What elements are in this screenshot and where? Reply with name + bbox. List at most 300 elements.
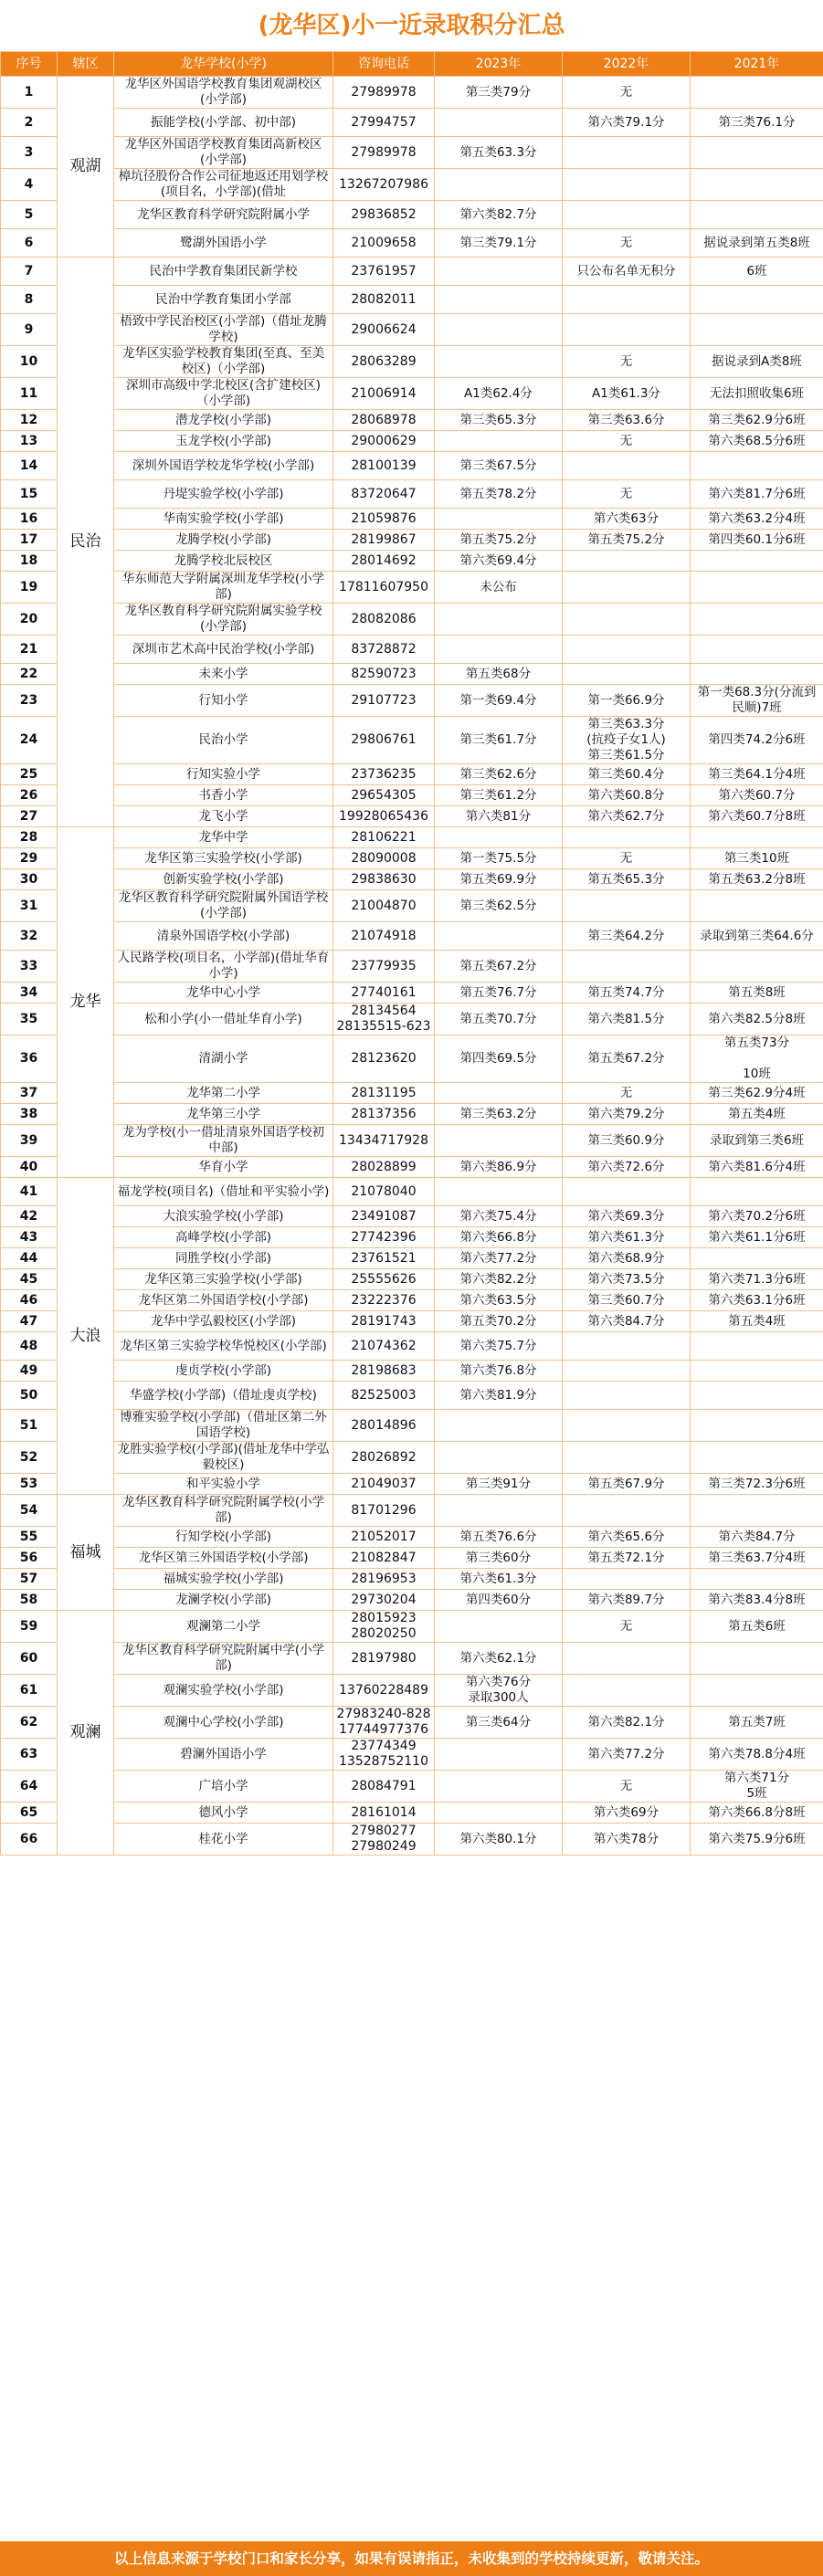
row-number: 23 (1, 685, 58, 717)
phone-number: 29006624 (333, 314, 435, 346)
phone-number: 21052017 (333, 1527, 435, 1548)
row-number: 38 (1, 1104, 58, 1125)
row-number: 7 (1, 258, 58, 286)
score-2023 (435, 604, 563, 636)
school-name: 博雅实验学校(小学部)（借址区第二外国语学校) (114, 1410, 333, 1442)
phone-number: 82525003 (333, 1382, 435, 1410)
score-2023: 第五类76.6分 (435, 1527, 563, 1548)
score-2022 (563, 1569, 691, 1590)
score-2021 (691, 1332, 823, 1361)
score-2023: 第三类63.2分 (435, 1104, 563, 1125)
header-phone: 咨询电话 (333, 52, 435, 77)
phone-number: 21074362 (333, 1332, 435, 1361)
row-number: 57 (1, 1569, 58, 1590)
score-2023 (435, 1125, 563, 1157)
score-2022 (563, 1382, 691, 1410)
score-2023: 第五类67.2分 (435, 951, 563, 983)
table-row (1, 1739, 823, 1771)
row-number: 49 (1, 1361, 58, 1382)
school-name: 龙华区教育科学研究院附属中学(小学部) (114, 1643, 333, 1675)
phone-number: 23779935 (333, 951, 435, 983)
score-2022 (563, 169, 691, 201)
table-row (1, 1157, 823, 1178)
school-name: 华东师范大学附属深圳龙华学校(小学部) (114, 572, 333, 604)
school-name: 龙华中学 (114, 827, 333, 848)
score-2021: 第六类71分 5班 (691, 1771, 823, 1803)
table-row (1, 1803, 823, 1824)
score-2023: 第五类75.2分 (435, 530, 563, 551)
row-number: 12 (1, 410, 58, 431)
table-row (1, 410, 823, 431)
score-2023 (435, 1178, 563, 1206)
district-cell: 福城 (58, 1495, 114, 1611)
footer-note: 以上信息来源于学校门口和家长分享，如果有误请指正，未收集到的学校持续更新，敬请关注。 (0, 2541, 823, 2576)
phone-number: 28063289 (333, 346, 435, 378)
score-2022: 第三类60.9分 (563, 1125, 691, 1157)
score-2023: 第三类65.3分 (435, 410, 563, 431)
table-row (1, 1004, 823, 1036)
school-name: 潜龙学校(小学部) (114, 410, 333, 431)
table-row (1, 509, 823, 530)
score-2021: 第六类78.8分4班 (691, 1739, 823, 1771)
phone-number: 21074918 (333, 922, 435, 951)
score-2021: 录取到第三类64.6分 (691, 922, 823, 951)
score-2023: 第六类66.8分 (435, 1227, 563, 1248)
table-row (1, 764, 823, 785)
row-number: 65 (1, 1803, 58, 1824)
table-row (1, 604, 823, 636)
row-number: 14 (1, 452, 58, 480)
school-name: 高峰学校(小学部) (114, 1227, 333, 1248)
score-2022: 第五类74.7分 (563, 983, 691, 1004)
school-name: 德风小学 (114, 1803, 333, 1824)
score-2021: 第三类76.1分 (691, 109, 823, 137)
score-2021 (691, 314, 823, 346)
score-2023: 第六类77.2分 (435, 1248, 563, 1269)
table-row (1, 1361, 823, 1382)
score-2023: 第六类76分 录取300人 (435, 1675, 563, 1707)
score-2023: 第五类63.3分 (435, 137, 563, 169)
phone-number: 28137356 (333, 1104, 435, 1125)
score-2022: A1类61.3分 (563, 378, 691, 410)
table-row (1, 109, 823, 137)
table-row (1, 431, 823, 452)
row-number: 64 (1, 1771, 58, 1803)
school-name: 松和小学(小一借址华育小学) (114, 1004, 333, 1036)
table-row (1, 1675, 823, 1707)
score-2023: 第五类78.2分 (435, 480, 563, 509)
score-2021: 第六类66.8分8班 (691, 1803, 823, 1824)
score-2021: 录取到第三类6班 (691, 1125, 823, 1157)
score-2023: 第五类69.9分 (435, 869, 563, 890)
school-name: 梧致中学民治校区(小学部)（借址龙腾学校) (114, 314, 333, 346)
row-number: 33 (1, 951, 58, 983)
score-2021: 第六类71.3分6班 (691, 1269, 823, 1290)
row-number: 27 (1, 806, 58, 827)
table-body (1, 77, 823, 1856)
school-name: 福龙学校(项目名)（借址和平实验小学) (114, 1178, 333, 1206)
phone-number: 28082086 (333, 604, 435, 636)
table-row (1, 201, 823, 229)
score-2021: 第六类81.7分6班 (691, 480, 823, 509)
phone-number: 29654305 (333, 785, 435, 806)
score-2022: 无 (563, 1083, 691, 1104)
table-row (1, 1548, 823, 1569)
school-name: 鹭湖外国语小学 (114, 229, 333, 258)
score-2021: 第六类63.2分4班 (691, 509, 823, 530)
score-2022 (563, 1410, 691, 1442)
score-2022 (563, 636, 691, 664)
score-2023: 第三类79分 (435, 77, 563, 109)
table-row (1, 1643, 823, 1675)
score-2023: 第五类70.7分 (435, 1004, 563, 1036)
score-2021: 第六类60.7分 (691, 785, 823, 806)
score-2023: 第三类64分 (435, 1707, 563, 1739)
school-name: 福城实验学校(小学部) (114, 1569, 333, 1590)
row-number: 32 (1, 922, 58, 951)
table-row (1, 314, 823, 346)
phone-number: 28123620 (333, 1036, 435, 1083)
score-2021 (691, 452, 823, 480)
school-name: 龙腾学校(小学部) (114, 530, 333, 551)
score-2023 (435, 1083, 563, 1104)
score-2022: 第六类69分 (563, 1803, 691, 1824)
score-2022: 第六类72.6分 (563, 1157, 691, 1178)
score-2021 (691, 604, 823, 636)
score-2021 (691, 169, 823, 201)
score-2022: 第三类60.4分 (563, 764, 691, 785)
score-2022: 第六类68.9分 (563, 1248, 691, 1269)
school-name: 观澜实验学校(小学部) (114, 1675, 333, 1707)
score-2021 (691, 1675, 823, 1707)
phone-number: 29730204 (333, 1590, 435, 1611)
row-number: 63 (1, 1739, 58, 1771)
school-name: 龙华中心小学 (114, 983, 333, 1004)
row-number: 22 (1, 664, 58, 685)
table-row (1, 848, 823, 869)
table-row (1, 785, 823, 806)
header-district: 辖区 (58, 52, 114, 77)
table-row (1, 1495, 823, 1527)
score-2022: 第六类63分 (563, 509, 691, 530)
score-2022: 第六类69.3分 (563, 1206, 691, 1227)
score-2021 (691, 1495, 823, 1527)
row-number: 46 (1, 1290, 58, 1311)
score-2021 (691, 77, 823, 109)
table-row (1, 1125, 823, 1157)
row-number: 55 (1, 1527, 58, 1548)
score-2023: 第三类62.5分 (435, 890, 563, 922)
score-2022 (563, 572, 691, 604)
school-name: 大浪实验学校(小学部) (114, 1206, 333, 1227)
header-2021: 2021年 (691, 52, 823, 77)
school-name: 人民路学校(项目名，小学部)(借址华育小学) (114, 951, 333, 983)
table-row (1, 572, 823, 604)
score-2021 (691, 1643, 823, 1675)
score-2022 (563, 890, 691, 922)
score-2021: 第六类68.5分6班 (691, 431, 823, 452)
row-number: 53 (1, 1474, 58, 1495)
score-2023 (435, 1410, 563, 1442)
table-row (1, 890, 823, 922)
score-2023: 第六类82.2分 (435, 1269, 563, 1290)
score-2023: 第五类68分 (435, 664, 563, 685)
school-name: 龙华区外国语学校教育集团高新校区(小学部) (114, 137, 333, 169)
phone-number: 23761521 (333, 1248, 435, 1269)
score-2021: 第四类74.2分6班 (691, 717, 823, 764)
school-name: 樟坑径股份合作公司征地返还用划学校(项目名，小学部)(借址 (114, 169, 333, 201)
score-2023: 第六类81.9分 (435, 1382, 563, 1410)
phone-number: 83720647 (333, 480, 435, 509)
score-2022 (563, 827, 691, 848)
score-2023 (435, 1495, 563, 1527)
score-2022: 第五类75.2分 (563, 530, 691, 551)
row-number: 16 (1, 509, 58, 530)
score-2023: 第五类76.7分 (435, 983, 563, 1004)
score-2023: 第三类61.2分 (435, 785, 563, 806)
score-2022: 无 (563, 1771, 691, 1803)
score-2022: 第六类78分 (563, 1824, 691, 1856)
school-name: 虔贞学校(小学部) (114, 1361, 333, 1382)
table-row (1, 1590, 823, 1611)
phone-number: 13760228489 (333, 1675, 435, 1707)
school-name: 华盛学校(小学部)（借址虔贞学校) (114, 1382, 333, 1410)
phone-number: 13267207986 (333, 169, 435, 201)
school-name: 未来小学 (114, 664, 333, 685)
table-row (1, 827, 823, 848)
phone-number: 29838630 (333, 869, 435, 890)
row-number: 41 (1, 1178, 58, 1206)
score-2021: 第四类60.1分6班 (691, 530, 823, 551)
score-2022 (563, 1361, 691, 1382)
phone-number: 82590723 (333, 664, 435, 685)
table-row (1, 530, 823, 551)
phone-number: 23491087 (333, 1206, 435, 1227)
phone-number: 27742396 (333, 1227, 435, 1248)
phone-number: 21059876 (333, 509, 435, 530)
score-2021: 第五类4班 (691, 1104, 823, 1125)
school-name: 龙澜学校(小学部) (114, 1590, 333, 1611)
score-2023: 第六类76.8分 (435, 1361, 563, 1382)
table-row (1, 346, 823, 378)
school-name: 民治小学 (114, 717, 333, 764)
school-name: 玉龙学校(小学部) (114, 431, 333, 452)
score-2021 (691, 1361, 823, 1382)
score-2021: 第五类7班 (691, 1707, 823, 1739)
school-name: 行知学校(小学部) (114, 1527, 333, 1548)
phone-number: 27989978 (333, 137, 435, 169)
school-name: 清泉外国语学校(小学部) (114, 922, 333, 951)
table-row (1, 1311, 823, 1332)
score-2023: 第四类69.5分 (435, 1036, 563, 1083)
score-2023: 第六类75.7分 (435, 1332, 563, 1361)
table-row (1, 1206, 823, 1227)
row-number: 17 (1, 530, 58, 551)
school-name: 龙华区第三外国语学校(小学部) (114, 1548, 333, 1569)
phone-number: 21049037 (333, 1474, 435, 1495)
score-2022: 无 (563, 431, 691, 452)
table-row (1, 1083, 823, 1104)
score-2022: 第三类63.6分 (563, 410, 691, 431)
table-row (1, 1178, 823, 1206)
table-row (1, 378, 823, 410)
phone-number: 27740161 (333, 983, 435, 1004)
school-name: 龙华第三小学 (114, 1104, 333, 1125)
score-2022 (563, 1178, 691, 1206)
score-2022: 第五类72.1分 (563, 1548, 691, 1569)
score-2023: 第一类69.4分 (435, 685, 563, 717)
score-2022: 第六类84.7分 (563, 1311, 691, 1332)
score-2021 (691, 636, 823, 664)
row-number: 28 (1, 827, 58, 848)
row-number: 3 (1, 137, 58, 169)
score-2022: 第六类79.2分 (563, 1104, 691, 1125)
score-2023: 第六类61.3分 (435, 1569, 563, 1590)
score-2021 (691, 951, 823, 983)
table-row (1, 169, 823, 201)
score-2023: 第三类60分 (435, 1548, 563, 1569)
row-number: 42 (1, 1206, 58, 1227)
phone-number: 21082847 (333, 1548, 435, 1569)
phone-number: 21009658 (333, 229, 435, 258)
score-2023: 第六类63.5分 (435, 1290, 563, 1311)
phone-number: 21004870 (333, 890, 435, 922)
score-2022: 无 (563, 480, 691, 509)
score-2022: 只公布名单无积分 (563, 258, 691, 286)
row-number: 31 (1, 890, 58, 922)
table-row (1, 1227, 823, 1248)
table-row (1, 551, 823, 572)
score-2023 (435, 1771, 563, 1803)
score-2021: 第六类81.6分4班 (691, 1157, 823, 1178)
score-2023: 第三类67.5分 (435, 452, 563, 480)
score-2021 (691, 137, 823, 169)
phone-number: 27989978 (333, 77, 435, 109)
score-2022: 第六类61.3分 (563, 1227, 691, 1248)
school-name: 龙华区教育科学研究院附属学校(小学部) (114, 1495, 333, 1527)
phone-number: 28068978 (333, 410, 435, 431)
score-2021 (691, 1248, 823, 1269)
score-2023: 第六类82.7分 (435, 201, 563, 229)
score-2023: 未公布 (435, 572, 563, 604)
score-2023 (435, 1442, 563, 1474)
school-name: 龙华区第二外国语学校(小学部) (114, 1290, 333, 1311)
phone-number: 29806761 (333, 717, 435, 764)
score-2022 (563, 604, 691, 636)
phone-number: 29000629 (333, 431, 435, 452)
phone-number: 28100139 (333, 452, 435, 480)
score-2022: 第六类79.1分 (563, 109, 691, 137)
school-name: 龙华区第三实验学校(小学部) (114, 848, 333, 869)
score-2021 (691, 1442, 823, 1474)
phone-number: 83728872 (333, 636, 435, 664)
score-2021: 第一类68.3分(分流到民顺)7班 (691, 685, 823, 717)
row-number: 34 (1, 983, 58, 1004)
table-row (1, 1036, 823, 1083)
row-number: 54 (1, 1495, 58, 1527)
phone-number: 28015923 28020250 (333, 1611, 435, 1643)
row-number: 52 (1, 1442, 58, 1474)
row-number: 13 (1, 431, 58, 452)
school-name: 龙华区教育科学研究院附属实验学校(小学部) (114, 604, 333, 636)
phone-number: 28199867 (333, 530, 435, 551)
school-name: 龙华区教育科学研究院附属小学 (114, 201, 333, 229)
school-name: 深圳市高级中学北校区(含扩建校区)（小学部) (114, 378, 333, 410)
school-name: 龙华第二小学 (114, 1083, 333, 1104)
table-row (1, 1611, 823, 1643)
phone-number: 28014896 (333, 1410, 435, 1442)
table-row (1, 137, 823, 169)
school-name: 振能学校(小学部、初中部) (114, 109, 333, 137)
score-2021 (691, 1382, 823, 1410)
score-2023 (435, 169, 563, 201)
table-row (1, 258, 823, 286)
row-number: 20 (1, 604, 58, 636)
score-2022: 第五类67.9分 (563, 1474, 691, 1495)
score-2022 (563, 1495, 691, 1527)
score-2023: 第六类80.1分 (435, 1824, 563, 1856)
score-2023: 第三类62.6分 (435, 764, 563, 785)
school-name: 创新实验学校(小学部) (114, 869, 333, 890)
phone-number: 21078040 (333, 1178, 435, 1206)
score-2022: 第三类64.2分 (563, 922, 691, 951)
score-2023 (435, 314, 563, 346)
score-2023 (435, 346, 563, 378)
row-number: 60 (1, 1643, 58, 1675)
school-name: 龙华区教育科学研究院附属外国语学校(小学部) (114, 890, 333, 922)
header-2023: 2023年 (435, 52, 563, 77)
row-number: 39 (1, 1125, 58, 1157)
score-2021: 无法扣照收集6班 (691, 378, 823, 410)
score-2022: 第六类73.5分 (563, 1269, 691, 1290)
score-2023: 第六类75.4分 (435, 1206, 563, 1227)
score-2023 (435, 1611, 563, 1643)
score-2022: 无 (563, 229, 691, 258)
phone-number: 28082011 (333, 286, 435, 314)
phone-number: 13434717928 (333, 1125, 435, 1157)
score-2023: 第六类69.4分 (435, 551, 563, 572)
phone-number: 25555626 (333, 1269, 435, 1290)
row-number: 44 (1, 1248, 58, 1269)
school-name: 民治中学教育集团小学部 (114, 286, 333, 314)
score-2021: 第六类84.7分 (691, 1527, 823, 1548)
table-row (1, 717, 823, 764)
score-2022 (563, 1675, 691, 1707)
row-number: 37 (1, 1083, 58, 1104)
row-number: 61 (1, 1675, 58, 1707)
phone-number: 28084791 (333, 1771, 435, 1803)
score-2022: 第五类67.2分 (563, 1036, 691, 1083)
score-2022 (563, 551, 691, 572)
table-row (1, 1410, 823, 1442)
school-name: 行知小学 (114, 685, 333, 717)
phone-number: 28014692 (333, 551, 435, 572)
phone-number: 23774349 13528752110 (333, 1739, 435, 1771)
score-2023 (435, 922, 563, 951)
page-title: (龙华区)小一近录取积分汇总 (0, 0, 823, 52)
phone-number: 28196953 (333, 1569, 435, 1590)
school-name: 龙胜实验学校(小学部)(借址龙华中学弘毅校区) (114, 1442, 333, 1474)
table-row (1, 983, 823, 1004)
score-2021 (691, 890, 823, 922)
row-number: 50 (1, 1382, 58, 1410)
score-2023 (435, 258, 563, 286)
score-2021: 第六类82.5分8班 (691, 1004, 823, 1036)
table-row (1, 806, 823, 827)
score-2023: 第六类62.1分 (435, 1643, 563, 1675)
phone-number: 23736235 (333, 764, 435, 785)
school-name: 华育小学 (114, 1157, 333, 1178)
